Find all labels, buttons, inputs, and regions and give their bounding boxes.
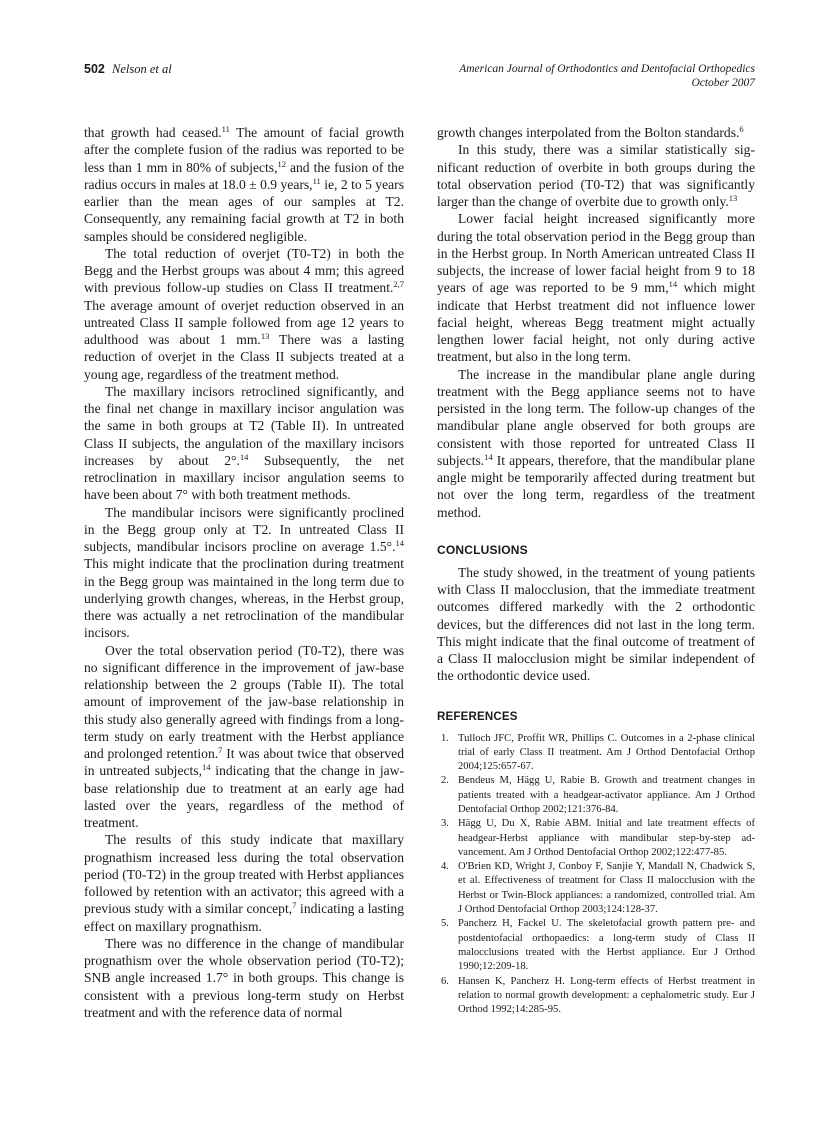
reference-number: 5. xyxy=(441,918,449,930)
citation-superscript: 11 xyxy=(312,175,321,186)
running-header-right xyxy=(459,62,755,90)
paragraph-text: Lower facial height increased significantly more during the total observation period in the Begg group than in the Herbst group. In North American untreated Class II subjects, the increase of lower facial height from 9 to 18 years of age was reported to be 9 mm, xyxy=(437,211,755,296)
reference-item xyxy=(437,732,755,775)
left-column xyxy=(84,124,404,1021)
citation-superscript: 14 xyxy=(395,538,404,548)
body-paragraph xyxy=(437,210,755,365)
reference-item xyxy=(437,975,755,1018)
paragraph-text: The amount of facial growth after the complete fusion of the radius was reported to be less than 1 mm in 80% of subjects, xyxy=(84,125,404,175)
paragraph-text: The mandibular incisors were significantly proclined in the Begg group only at T2. In untreated Class II subjects, mandibular incisors procline on average 1.5°. xyxy=(84,504,404,554)
paragraph-text: There was a lasting reduction of overjet in the Class II subjects treated at a young age, regardless of the treatment method. xyxy=(84,332,404,382)
paragraph-text: ie, 2 to 5 years earlier than the mean ages of our samples at T2. Consequently, any remaining facial growth at T2 in both samples should be considered negligible. xyxy=(84,176,404,244)
issue-date: October 2007 xyxy=(691,77,755,89)
reference-text: Tulloch JFC, Proffit WR, Phillips C. Outcomes in a 2-phase clinical trial of early Class II treatment. Am J Orthod Dentofacial Orthop 2004;125:657-67. xyxy=(458,732,755,773)
citation-superscript: 13 xyxy=(728,193,738,203)
paragraph-text: In this study, there was a similar statistically significant reduction of overbite in both groups during the total observation period (T0-T2) that was significantly larger than the change of overbite due to growth only. xyxy=(437,142,755,209)
paragraph-text: The total reduction of overjet (T0-T2) in both the Begg and the Herbst groups was about 4 mm; this agreed with previous follow-up studies on Class II treatment. xyxy=(84,245,404,296)
reference-number: 4. xyxy=(441,861,449,873)
body-paragraph xyxy=(84,642,404,832)
reference-text: Hägg U, Du X, Rabie ABM. Initial and late treatment effects of headgear-Herbst appliance with mandibular step-by-step advancement. Am J Orthod Dentofacial Orthop 2002;122:477-85. xyxy=(458,818,755,858)
paragraph-text: indicating that the change in jaw-base relationship due to treatment at an early age had lasted over the years, regardless of the method of treatment. xyxy=(84,763,404,830)
paragraph-text: which might indicate that Herbst treatment did not influence lower facial height, whereas Begg treatment might actually lengthen lower facial height, not only during active treatment, but also in the long term. xyxy=(437,280,755,365)
running-authors: Nelson et al xyxy=(111,62,172,76)
body-paragraph xyxy=(84,245,404,383)
conclusions-text: The study showed, in the treatment of young patients with Class II malocclusion, that the immediate treatment outcomes differed markedly with the 2 orthodontic devices, but the differences did not last in the long term. This might indicate that the final outcome of treatment of a Class II malocclusion might be similar independent of the orthodontic device used. xyxy=(437,564,755,684)
paragraph-text: There was no difference in the change of mandibular prognathism over the whole observation period (T0-T2); SNB angle increased 1.7° in both groups. This change is consistent with a previous long-term study on Herbst treatment and with the reference data of normal xyxy=(84,935,404,1020)
body-paragraph xyxy=(84,383,404,504)
journal-title: American Journal of Orthodontics and Dentofacial Orthopedics xyxy=(459,63,755,75)
body-paragraph xyxy=(437,124,755,141)
citation-superscript: 14 xyxy=(484,451,493,462)
citation-superscript: 13 xyxy=(260,331,270,341)
reference-number: 1. xyxy=(441,732,449,744)
reference-item xyxy=(437,774,755,817)
references-heading: REFERENCES xyxy=(437,710,518,723)
body-paragraph xyxy=(84,124,404,245)
running-header-left xyxy=(84,62,172,77)
citation-superscript: 14 xyxy=(668,279,678,290)
reference-item xyxy=(437,917,755,974)
body-paragraph xyxy=(84,935,404,1021)
conclusions-heading: CONCLUSIONS xyxy=(437,542,528,557)
paragraph-text: It appears, therefore, that the mandibular plane angle might be temporarily affected during treatment but not over the long term, regardless of the treatment method. xyxy=(437,452,755,520)
right-column xyxy=(437,124,755,1017)
page-number: 502 xyxy=(84,62,105,76)
citation-superscript: 7 xyxy=(218,745,223,755)
reference-item xyxy=(437,860,755,917)
body-paragraph xyxy=(437,141,755,210)
citation-superscript: 6 xyxy=(739,124,744,134)
reference-number: 6. xyxy=(441,975,449,987)
citation-superscript: 2,7 xyxy=(393,279,404,290)
reference-number: 2. xyxy=(441,775,449,787)
citation-superscript: 11 xyxy=(221,124,230,134)
citation-superscript: 14 xyxy=(201,762,211,773)
reference-text: Hansen K, Pancherz H. Long-term effects of Herbst treatment in relation to normal growth development: a cephalometric study. Eur J Orthod 1992;14:285-95. xyxy=(458,975,755,1016)
discussion-continued xyxy=(437,124,755,521)
body-paragraph xyxy=(84,504,404,642)
reference-text: Bendeus M, Hägg U, Rabie B. Growth and treatment changes in patients treated with a headgear-activator appliance. Am J Orthod Dentofacial Orthop 2002;121:376-84. xyxy=(458,775,755,815)
body-paragraph xyxy=(84,831,404,935)
paragraph-text: The increase in the mandibular plane angle during treatment with the Begg appliance seems not to have persisted in the long term. The follow-up changes of the mandibular plane angle observed for both groups are consistent with those reported for untreated Class II subjects. xyxy=(437,366,755,468)
paragraph-text: and the fusion of the radius occurs in males at 18.0 ± 0.9 years, xyxy=(84,159,404,192)
reference-text: O'Brien KD, Wright J, Conboy F, Sanjie Y, Mandall N, Chadwick S, et al. Effectiveness of treatment for Class II malocclusion with the Herbst or Twin-Block appliances: a randomized, controlled trial. Am J Orthod Dentofacial Orthop 2003;124:128-37. xyxy=(458,861,755,916)
paragraph-text: that growth had ceased. xyxy=(84,125,222,140)
citation-superscript: 7 xyxy=(292,900,297,911)
paragraph-text: Over the total observation period (T0-T2), there was no significant difference in the improvement of jaw-base relationship between the 2 groups (Table II). The total amount of improvement of the jaw-base relationship in this study also generally agreed with findings from a long-term study on early treatment with the Herbst appliance and prolonged retention. xyxy=(84,642,404,761)
paragraph-text: growth changes interpolated from the Bolton standards. xyxy=(437,125,740,140)
paragraph-text: The maxillary incisors retroclined significantly, and the final net change in maxillary incisor angulation was the same in both groups at T2 (Table II). In untreated Class II subjects, the angulation of the maxillary incisors increases by about 2°. xyxy=(84,383,404,468)
body-paragraph xyxy=(437,366,755,521)
paragraph-text: The results of this study indicate that maxillary prognathism increased less during the total observation period (T0-T2) in the group treated with Herbst appliances followed by retention with an activator; this agreed with a previous study with a similar concept, xyxy=(84,832,404,917)
reference-text: Pancherz H, Fackel U. The skeletofacial growth pattern pre- and postdentofacial orthopaedics: a long-term study of Class II malocclusions treated with the Herbst appliance. Eur J Orthod 1990;12:209-18. xyxy=(458,918,755,973)
paragraph-text: This might indicate that the proclination during treatment in the Begg group was maintained in the long term due to underlying growth changes, whereas, in the Herbst group, there was actually a net retroclination of the mandibular incisors. xyxy=(84,556,404,641)
references-list xyxy=(437,732,755,1018)
reference-item xyxy=(437,817,755,860)
citation-superscript: 14 xyxy=(239,451,249,462)
paragraph-text: It was about twice that observed in untreated subjects, xyxy=(84,746,404,779)
paragraph-text: Subsequently, the net retroclination in maxillary incisor angulation seems to have been about 7° with both treatment methods. xyxy=(84,452,404,503)
citation-superscript: 12 xyxy=(277,158,287,169)
reference-number: 3. xyxy=(441,818,449,830)
paragraph-text: The average amount of overjet reduction observed in an untreated Class II sample followed from age 12 years to adulthood was about 1 mm. xyxy=(84,297,404,347)
paragraph-text: indicating a lasting effect on maxillary prognathism. xyxy=(84,901,405,934)
